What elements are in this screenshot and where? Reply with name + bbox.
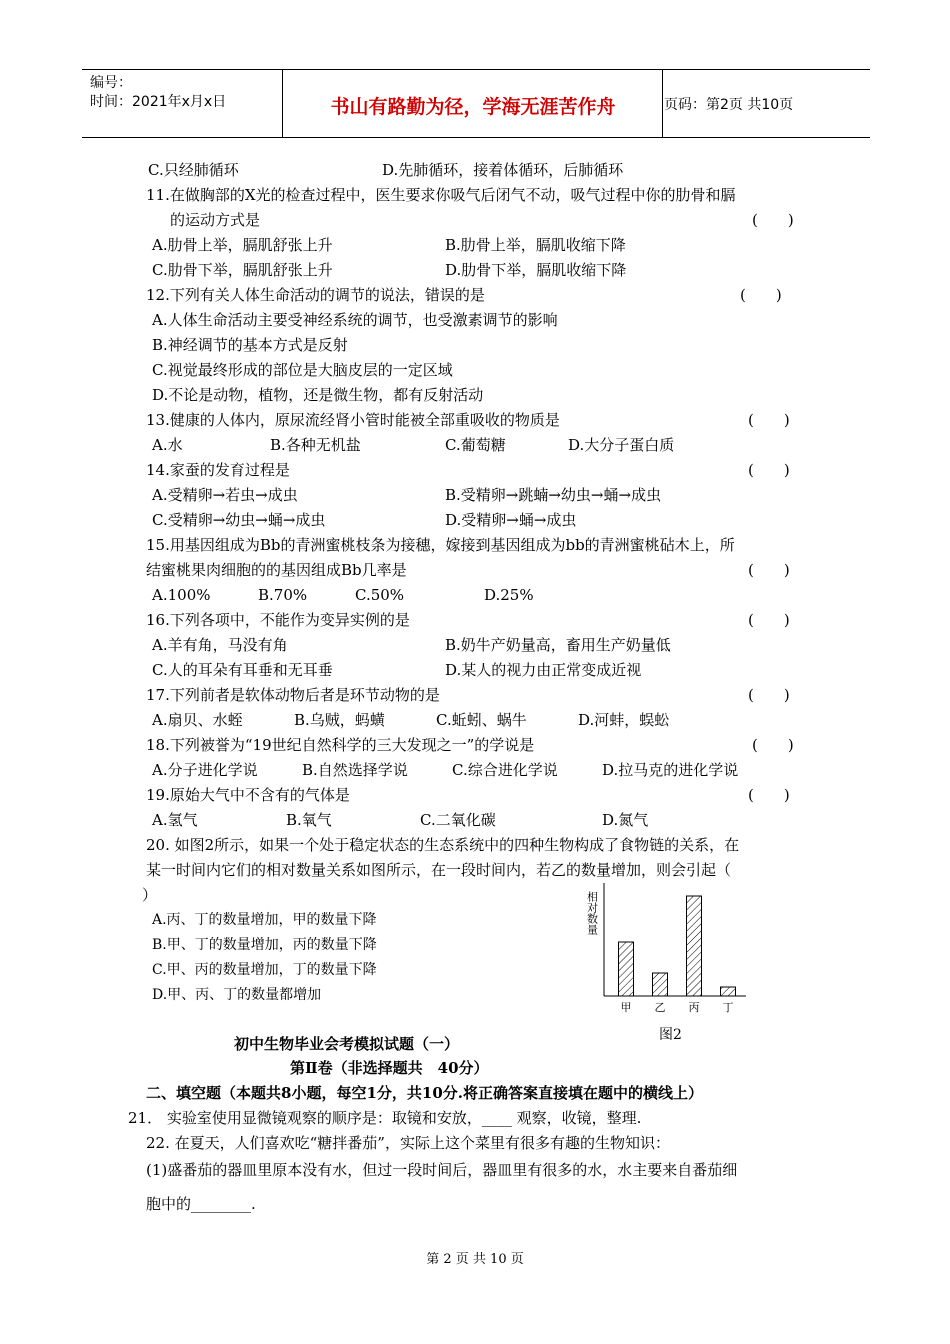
date-label: 时间：2021年x月x日 [90,94,227,110]
text-line: C.人的耳朵有耳垂和无耳垂 [152,661,333,679]
text-line: D.氮气 [602,811,649,829]
text-line: A.水 [152,436,183,454]
text-line: A.人体生命活动主要受神经系统的调节，也受激素调节的影响 [152,311,558,329]
header-divider [662,70,663,137]
text-line: A.100% [152,586,211,604]
text-line: B.神经调节的基本方式是反射 [152,336,348,354]
text-line: D.受精卵→蛹→成虫 [445,511,577,529]
text-line: C.甲、丙的数量增加，丁的数量下降 [152,962,377,978]
number-label: 编号： [90,75,132,91]
text-line: 某一时间内它们的相对数量关系如图所示，在一段时间内，若乙的数量增加，则会引起（ [146,861,732,879]
bar-1 [619,942,634,996]
text-line: D.某人的视力由正常变成近视 [445,661,642,679]
text-line: 11.在做胸部的X光的检查过程中，医生要求你吸气后闭气不动，吸气过程中你的肋骨和膈 [146,186,736,204]
text-line: B.奶牛产奶量高，畜用生产奶量低 [445,636,671,654]
text-line: ( ) [748,686,790,704]
text-line: C.综合进化学说 [452,761,558,779]
text-line: C.肋骨下举，膈肌舒张上升 [152,261,333,279]
text-line: C.只经肺循环 [148,161,239,179]
text-line: 14.家蚕的发育过程是 [146,461,290,479]
bar-3 [687,896,702,996]
text-line: C.葡萄糖 [445,436,506,454]
text-line: B.乌贼，蚂蟥 [294,711,385,729]
text-line: 22. 在夏天，人们喜欢吃“糖拌番茄”，实际上这个菜里有很多有趣的生物知识： [146,1134,670,1152]
text-line: A.扇贝、水蛭 [152,711,243,729]
text-line: B.氧气 [286,811,332,829]
text-line: 20. 如图2所示，如果一个处于稳定状态的生态系统中的四种生物构成了食物链的关系，在 [146,836,740,854]
text-line: C.蚯蚓、蜗牛 [436,711,527,729]
text-line: B.70% [258,586,308,604]
text-line: C.受精卵→幼虫→蛹→成虫 [152,511,326,529]
text-line: B.受精卵→跳蝻→幼虫→蛹→成虫 [445,486,662,504]
text-line: D.河蚌，蜈蚣 [578,711,670,729]
y-axis-label: 相对数量 [586,891,599,935]
text-line: 13.健康的人体内，原尿流经肾小管时能被全部重吸收的物质是 [146,411,560,429]
text-line: D.甲、丙、丁的数量都增加 [152,987,322,1003]
text-line: 18.下列被誉为“19世纪自然科学的三大发现之一”的学说是 [146,736,535,754]
header-page-code: 页码：第2页 共10页 [664,97,794,113]
header-info [90,74,226,112]
text-line: 19.原始大气中不含有的气体是 [146,786,350,804]
text-line: A.受精卵→若虫→成虫 [152,486,298,504]
text-line: B.肋骨上举，膈肌收缩下降 [445,236,626,254]
text-line: ( ) [752,736,794,754]
text-line: ( ) [748,611,790,629]
text-line: A.氢气 [152,811,198,829]
category-label: 丁 [722,1001,734,1013]
text-line: 胞中的________. [146,1195,256,1213]
text-line: C.视觉最终形成的部位是大脑皮层的一定区域 [152,361,453,379]
text-line: C.50% [355,586,405,604]
text-line: C.二氧化碳 [420,811,496,829]
text-line: 第Ⅱ卷（非选择题共 40分） [290,1059,489,1077]
category-label: 甲 [620,1001,632,1013]
text-line: 15.用基因组成为Bb的青洲蜜桃枝条为接穗，嫁接到基因组成为bb的青洲蜜桃砧木上，所 [146,536,735,554]
text-line: 21． 实验室使用显微镜观察的顺序是：取镜和安放，____ 观察，收镜，整理. [128,1109,642,1127]
category-label: 丙 [688,1001,700,1013]
text-line: 二、填空题（本题共8小题，每空1分，共10分.将正确答案直接填在题中的横线上） [146,1084,703,1102]
header-divider [282,70,283,137]
header-motto: 书山有路勤为径，学海无涯苦作舟 [330,96,616,118]
bar-4 [721,987,736,996]
text-line: A.丙、丁的数量增加，甲的数量下降 [152,912,377,928]
page-header [82,69,870,138]
text-line: D.肋骨下举，膈肌收缩下降 [445,261,627,279]
text-line: A.羊有角，马没有角 [152,636,288,654]
text-line: ( ) [752,211,794,229]
text-line: B.各种无机盐 [270,436,361,454]
figure2-bar-chart [586,883,756,1013]
page-footer: 第 2 页 共 10 页 [426,1252,524,1267]
text-line: A.分子进化学说 [152,761,258,779]
bar-2 [653,973,668,996]
text-line: (1)盛番茄的器皿里原本没有水，但过一段时间后，器皿里有很多的水，水主要来自番茄细 [146,1161,738,1179]
text-line: 的运动方式是 [170,211,261,229]
text-line: 12.下列有关人体生命活动的调节的说法，错误的是 [146,286,485,304]
text-line: 初中生物毕业会考模拟试题（一） [234,1035,460,1053]
text-line: B.甲、丁的数量增加，丙的数量下降 [152,937,377,953]
text-line: 结蜜桃果肉细胞的的基因组成Bb几率是 [146,561,407,579]
text-line: B.自然选择学说 [302,761,408,779]
text-line: 17.下列前者是软体动物后者是环节动物的是 [146,686,440,704]
text-line: ( ) [748,561,790,579]
text-line: 16.下列各项中，不能作为变异实例的是 [146,611,410,629]
text-line: ） [142,886,158,904]
text-line: A.肋骨上举，膈肌舒张上升 [152,236,333,254]
text-line: ( ) [748,411,790,429]
text-line: ( ) [748,461,790,479]
text-line: D.拉马克的进化学说 [602,761,739,779]
figure-caption: 图2 [659,1027,682,1043]
text-line: ( ) [740,286,782,304]
text-line: D.不论是动物，植物，还是微生物，都有反射活动 [152,386,484,404]
text-line: D.先肺循环，接着体循环，后肺循环 [382,161,624,179]
text-line: ( ) [748,786,790,804]
category-label: 乙 [654,1001,666,1013]
text-line: D.大分子蛋白质 [568,436,675,454]
text-line: D.25% [484,586,534,604]
